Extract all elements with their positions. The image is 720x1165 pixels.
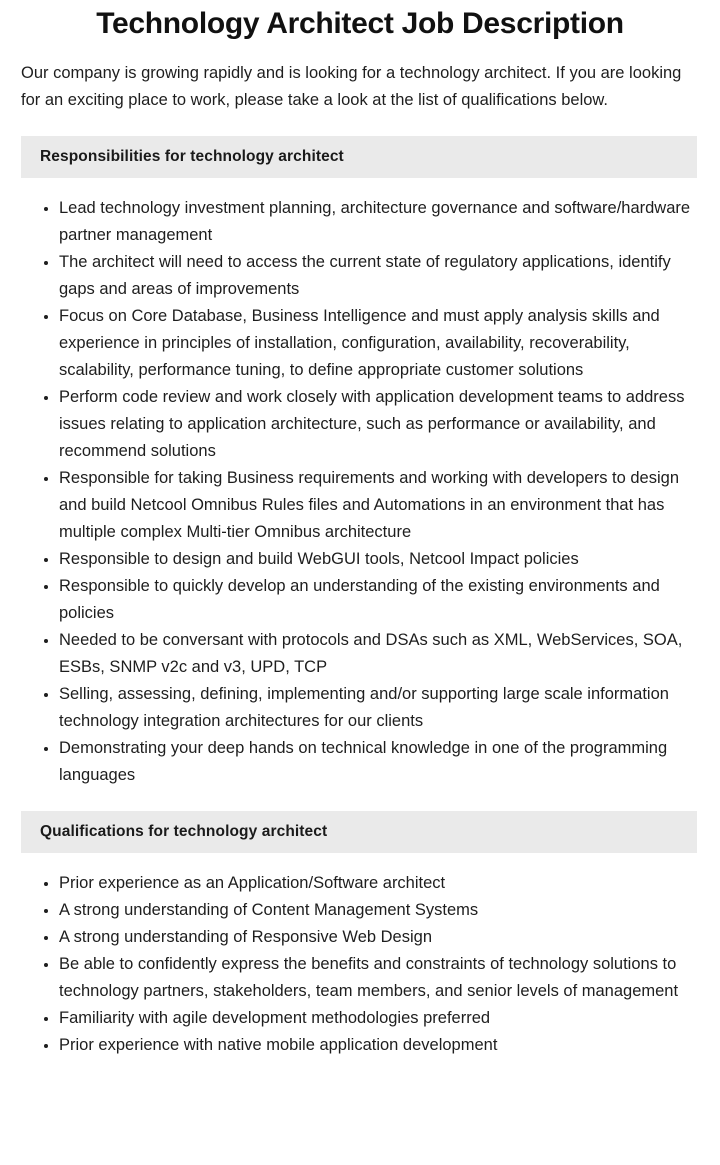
list-item: Needed to be conversant with protocols and DSAs such as XML, WebServices, SOA, ESBs, SNMP v2c and v3, UPD, TCP	[44, 627, 694, 681]
section-header-label: Qualifications for technology architect	[40, 823, 328, 840]
responsibilities-list	[0, 178, 720, 789]
list-item: Demonstrating your deep hands on technical knowledge in one of the programming languages	[44, 735, 694, 789]
list-item: The architect will need to access the current state of regulatory applications, identify gaps and areas of improvements	[44, 249, 694, 303]
section-header-label: Responsibilities for technology architect	[40, 148, 344, 165]
page-title: Technology Architect Job Description	[96, 7, 624, 40]
intro-paragraph: Our company is growing rapidly and is looking for a technology architect. If you are looking for an exciting place to work, please take a look at the list of qualifications below.	[21, 64, 682, 109]
section-responsibilities	[0, 136, 720, 789]
list-item: Prior experience with native mobile application development	[44, 1032, 686, 1059]
list-item: Be able to confidently express the benefits and constraints of technology solutions to technology partners, stakeholders, team members, and senior levels of management	[44, 951, 686, 1005]
section-qualifications	[0, 811, 720, 1089]
list-item: Focus on Core Database, Business Intelligence and must apply analysis skills and experience in principles of installation, configuration, availability, recoverability, scalability, performance tuning, to define appropriate customer solutions	[44, 303, 694, 384]
list-item: A strong understanding of Responsive Web Design	[44, 924, 686, 951]
list-item: A strong understanding of Content Management Systems	[44, 897, 686, 924]
section-header-responsibilities	[21, 136, 697, 178]
list-item: Responsible for taking Business requirements and working with developers to design and build Netcool Omnibus Rules files and Automations in an environment that has multiple complex Multi-tier Omnibus architecture	[44, 465, 694, 546]
list-item: Selling, assessing, defining, implementing and/or supporting large scale information technology integration architectures for our clients	[44, 681, 694, 735]
section-header-qualifications	[21, 811, 697, 853]
list-item: Responsible to quickly develop an understanding of the existing environments and policies	[44, 573, 694, 627]
list-item: Perform code review and work closely with application development teams to address issues relating to application architecture, such as performance or availability, and recommend solutions	[44, 384, 694, 465]
list-item: Responsible to design and build WebGUI tools, Netcool Impact policies	[44, 546, 694, 573]
qualifications-list	[0, 853, 720, 1089]
list-item: Familiarity with agile development methodologies preferred	[44, 1005, 686, 1032]
list-item: Prior experience as an Application/Software architect	[44, 870, 686, 897]
list-item: Lead technology investment planning, architecture governance and software/hardware partner management	[44, 195, 694, 249]
